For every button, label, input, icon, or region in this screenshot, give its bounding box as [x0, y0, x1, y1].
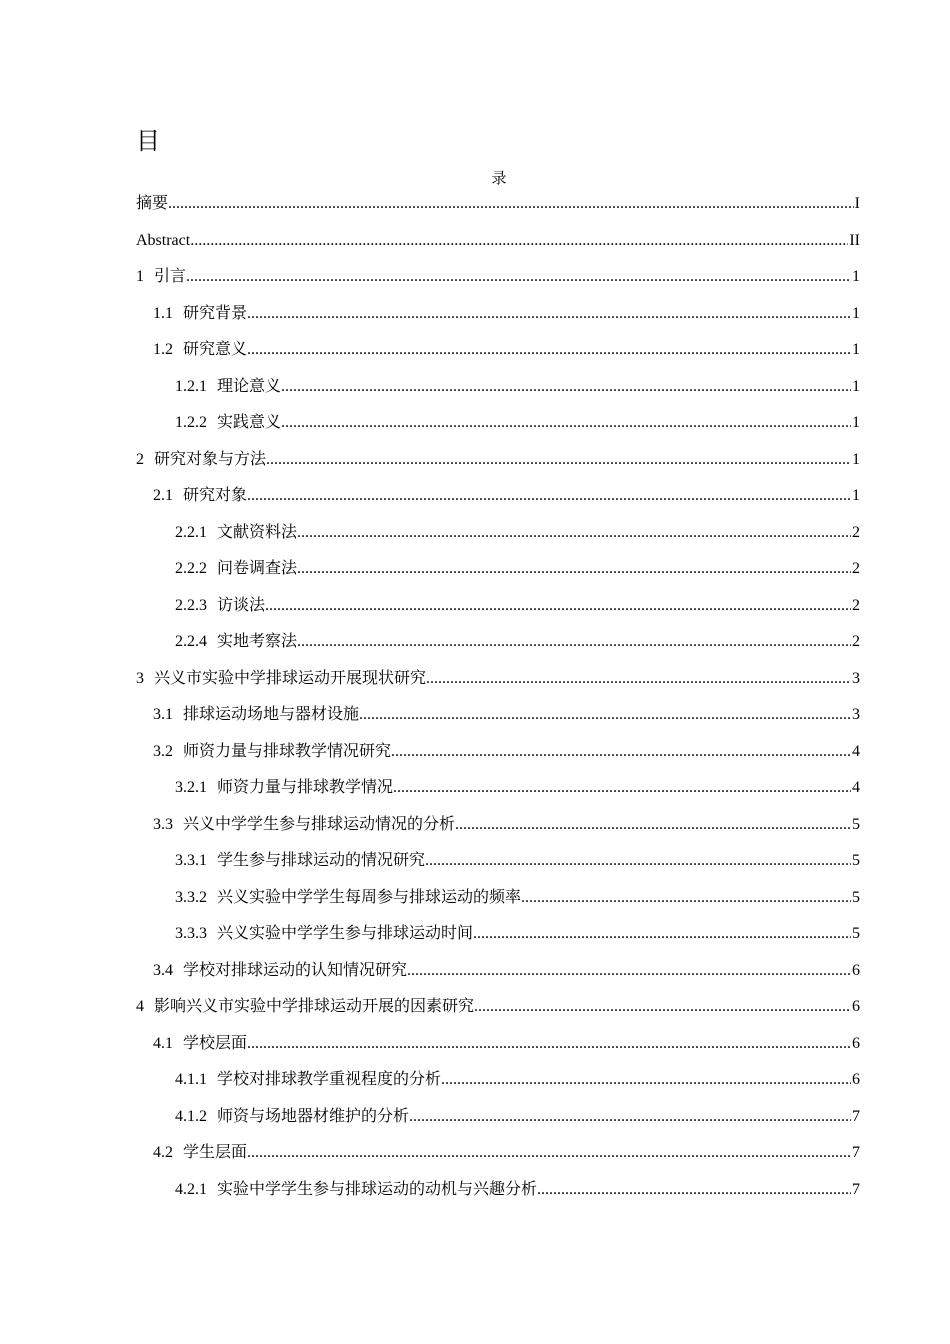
toc-entry-title: 实践意义 [217, 414, 282, 431]
toc-dot-leader [297, 624, 851, 661]
toc-entry-number: 4.2.1 [175, 1180, 207, 1198]
toc-entry-number: 2.2.2 [175, 560, 207, 577]
toc-entry-title: 研究背景 [183, 304, 248, 322]
toc-dot-leader [521, 880, 851, 917]
toc-entry-page-number: 2 [852, 523, 860, 541]
toc-entry-number: 4.1 [153, 1034, 173, 1052]
toc-entry[interactable] [136, 478, 860, 515]
toc-dot-leader [168, 186, 854, 223]
toc-dot-leader [247, 296, 851, 333]
toc-entry-page-number: 7 [852, 1144, 860, 1161]
toc-entry-title: 兴义市实验中学排球运动开展现状研究 [154, 669, 427, 687]
toc-entry-title: 文献资料法 [217, 523, 298, 541]
toc-dot-leader [190, 223, 848, 260]
toc-entry-number: 1.2.2 [175, 414, 207, 431]
toc-entry-number: 3.3 [153, 815, 173, 833]
toc-entry[interactable] [136, 259, 860, 296]
toc-dot-leader [281, 369, 851, 406]
toc-entry-page-number: I [854, 195, 860, 212]
toc-dot-leader [247, 332, 851, 369]
toc-entry-number: 2.2.4 [175, 633, 207, 650]
toc-entry-number: 3.3.3 [175, 925, 207, 942]
toc-entry-page-number: 1 [852, 414, 860, 431]
toc-entry-page-number: 7 [852, 1180, 860, 1198]
toc-entry[interactable] [136, 916, 860, 953]
toc-entry-title: 实地考察法 [217, 633, 298, 650]
toc-entry-number: 3.2 [153, 742, 173, 760]
toc-dot-leader [473, 916, 851, 953]
toc-dot-leader [391, 734, 851, 771]
toc-entry-number: 2.2.1 [175, 523, 207, 541]
toc-entry-title: Abstract [136, 231, 191, 249]
toc-entry-title: 学生层面 [183, 1144, 248, 1161]
toc-entry-page-number: 1 [852, 341, 860, 358]
toc-entry[interactable] [136, 1135, 860, 1172]
toc-entry[interactable] [136, 405, 860, 442]
toc-entry-number: 3 [136, 669, 144, 687]
toc-entry-title: 兴义实验中学学生参与排球运动时间 [217, 925, 474, 942]
toc-entry-title: 引言 [154, 268, 187, 285]
toc-entry[interactable] [136, 770, 860, 807]
toc-entry-number: 1.2 [153, 341, 173, 358]
toc-dot-leader [537, 1172, 851, 1209]
toc-entry[interactable] [136, 624, 860, 661]
toc-dot-leader [266, 442, 851, 479]
toc-entry-page-number: 1 [852, 450, 860, 468]
toc-entry-title: 学校对排球教学重视程度的分析 [217, 1071, 442, 1088]
toc-entry-number: 1.2.1 [175, 377, 207, 395]
toc-entry-number: 3.2.1 [175, 779, 207, 796]
toc-entry-title: 学校层面 [183, 1034, 248, 1052]
toc-entry-title: 研究意义 [183, 341, 248, 358]
toc-entry-number: 4.1.1 [175, 1071, 207, 1088]
toc-entry-page-number: 6 [852, 961, 860, 979]
toc-dot-leader [425, 843, 851, 880]
toc-entry-number: 3.1 [153, 706, 173, 723]
toc-entry-title: 研究对象与方法 [154, 450, 267, 468]
toc-entry-number: 2 [136, 450, 144, 468]
toc-entry-title: 实验中学学生参与排球运动的动机与兴趣分析 [217, 1180, 538, 1198]
toc-entry[interactable] [136, 807, 860, 844]
toc-dot-leader [393, 770, 851, 807]
toc-entry[interactable] [136, 989, 860, 1026]
toc-entry-title: 问卷调查法 [217, 560, 298, 577]
toc-entry[interactable] [136, 880, 860, 917]
toc-dot-leader [297, 551, 851, 588]
toc-dot-leader [247, 1135, 851, 1172]
toc-dot-leader [455, 807, 851, 844]
toc-entry-page-number: 4 [852, 779, 860, 796]
toc-entry[interactable] [136, 223, 860, 260]
toc-dot-leader [247, 478, 851, 515]
toc-entry-number: 1 [136, 268, 144, 285]
toc-dot-leader [297, 515, 851, 552]
toc-dot-leader [265, 588, 851, 625]
toc-entry-title: 师资力量与排球教学情况研究 [183, 742, 392, 760]
toc-entry[interactable] [136, 369, 860, 406]
toc-entry-title: 摘要 [136, 195, 169, 212]
toc-entry-title: 排球运动场地与器材设施 [183, 706, 360, 723]
toc-entry[interactable] [136, 1026, 860, 1063]
toc-dot-leader [409, 1099, 851, 1136]
toc-entry-page-number: 1 [852, 268, 860, 285]
toc-entry[interactable] [136, 1172, 860, 1209]
toc-entry[interactable] [136, 1099, 860, 1136]
toc-entry-number: 2.1 [153, 487, 173, 504]
toc-entry[interactable] [136, 588, 860, 625]
toc-entry-number: 3.4 [153, 961, 173, 979]
toc-entry-page-number: II [849, 231, 860, 249]
table-of-contents [136, 186, 860, 1208]
toc-dot-leader [407, 953, 851, 990]
toc-entry-page-number: 2 [852, 560, 860, 577]
toc-entry-title: 学生参与排球运动的情况研究 [217, 852, 426, 869]
toc-entry-title: 理论意义 [217, 377, 282, 395]
toc-entry[interactable] [136, 697, 860, 734]
toc-entry[interactable] [136, 953, 860, 990]
toc-heading-first-char: 目 [136, 127, 160, 155]
toc-entry[interactable] [136, 332, 860, 369]
toc-entry[interactable] [136, 296, 860, 333]
toc-entry-number: 3.3.1 [175, 852, 207, 869]
toc-entry-number: 2.2.3 [175, 596, 207, 614]
toc-dot-leader [441, 1062, 851, 1099]
toc-entry-title: 访谈法 [217, 596, 266, 614]
toc-entry-title: 影响兴义市实验中学排球运动开展的因素研究 [154, 998, 475, 1015]
toc-entry-title: 师资与场地器材维护的分析 [217, 1107, 410, 1125]
toc-dot-leader [426, 661, 851, 698]
toc-entry-page-number: 3 [852, 669, 860, 687]
toc-entry-page-number: 5 [852, 925, 860, 942]
toc-dot-leader [281, 405, 851, 442]
toc-entry-number: 1.1 [153, 304, 173, 322]
toc-entry[interactable] [136, 734, 860, 771]
toc-entry-title: 兴义实验中学学生每周参与排球运动的频率 [217, 888, 522, 906]
toc-entry-number: 3.3.2 [175, 888, 207, 906]
toc-entry-title: 学校对排球运动的认知情况研究 [183, 961, 408, 979]
toc-entry-title: 兴义中学学生参与排球运动情况的分析 [183, 815, 456, 833]
toc-entry[interactable] [136, 186, 860, 223]
toc-entry-page-number: 1 [852, 377, 860, 395]
toc-entry[interactable] [136, 1062, 860, 1099]
toc-entry-page-number: 5 [852, 888, 860, 906]
toc-entry[interactable] [136, 515, 860, 552]
toc-entry-number: 4 [136, 998, 144, 1015]
toc-entry-page-number: 5 [852, 852, 860, 869]
toc-entry[interactable] [136, 843, 860, 880]
toc-entry-number: 4.2 [153, 1144, 173, 1161]
toc-dot-leader [474, 989, 851, 1026]
toc-entry-page-number: 2 [852, 596, 860, 614]
toc-entry[interactable] [136, 442, 860, 479]
toc-entry-page-number: 1 [852, 487, 860, 504]
toc-entry-page-number: 1 [852, 304, 860, 322]
toc-heading-second-char: 录 [491, 169, 507, 187]
toc-entry-page-number: 2 [852, 633, 860, 650]
toc-entry-page-number: 6 [852, 1034, 860, 1052]
toc-dot-leader [186, 259, 851, 296]
toc-entry-page-number: 4 [852, 742, 860, 760]
toc-dot-leader [247, 1026, 851, 1063]
toc-entry[interactable] [136, 551, 860, 588]
toc-dot-leader [359, 697, 851, 734]
toc-entry-title: 研究对象 [183, 487, 248, 504]
toc-entry[interactable] [136, 661, 860, 698]
toc-entry-page-number: 3 [852, 706, 860, 723]
toc-entry-page-number: 7 [852, 1107, 860, 1125]
toc-entry-title: 师资力量与排球教学情况 [217, 779, 394, 796]
toc-entry-page-number: 6 [852, 998, 860, 1015]
toc-entry-page-number: 6 [852, 1071, 860, 1088]
toc-entry-number: 4.1.2 [175, 1107, 207, 1125]
toc-entry-page-number: 5 [852, 815, 860, 833]
